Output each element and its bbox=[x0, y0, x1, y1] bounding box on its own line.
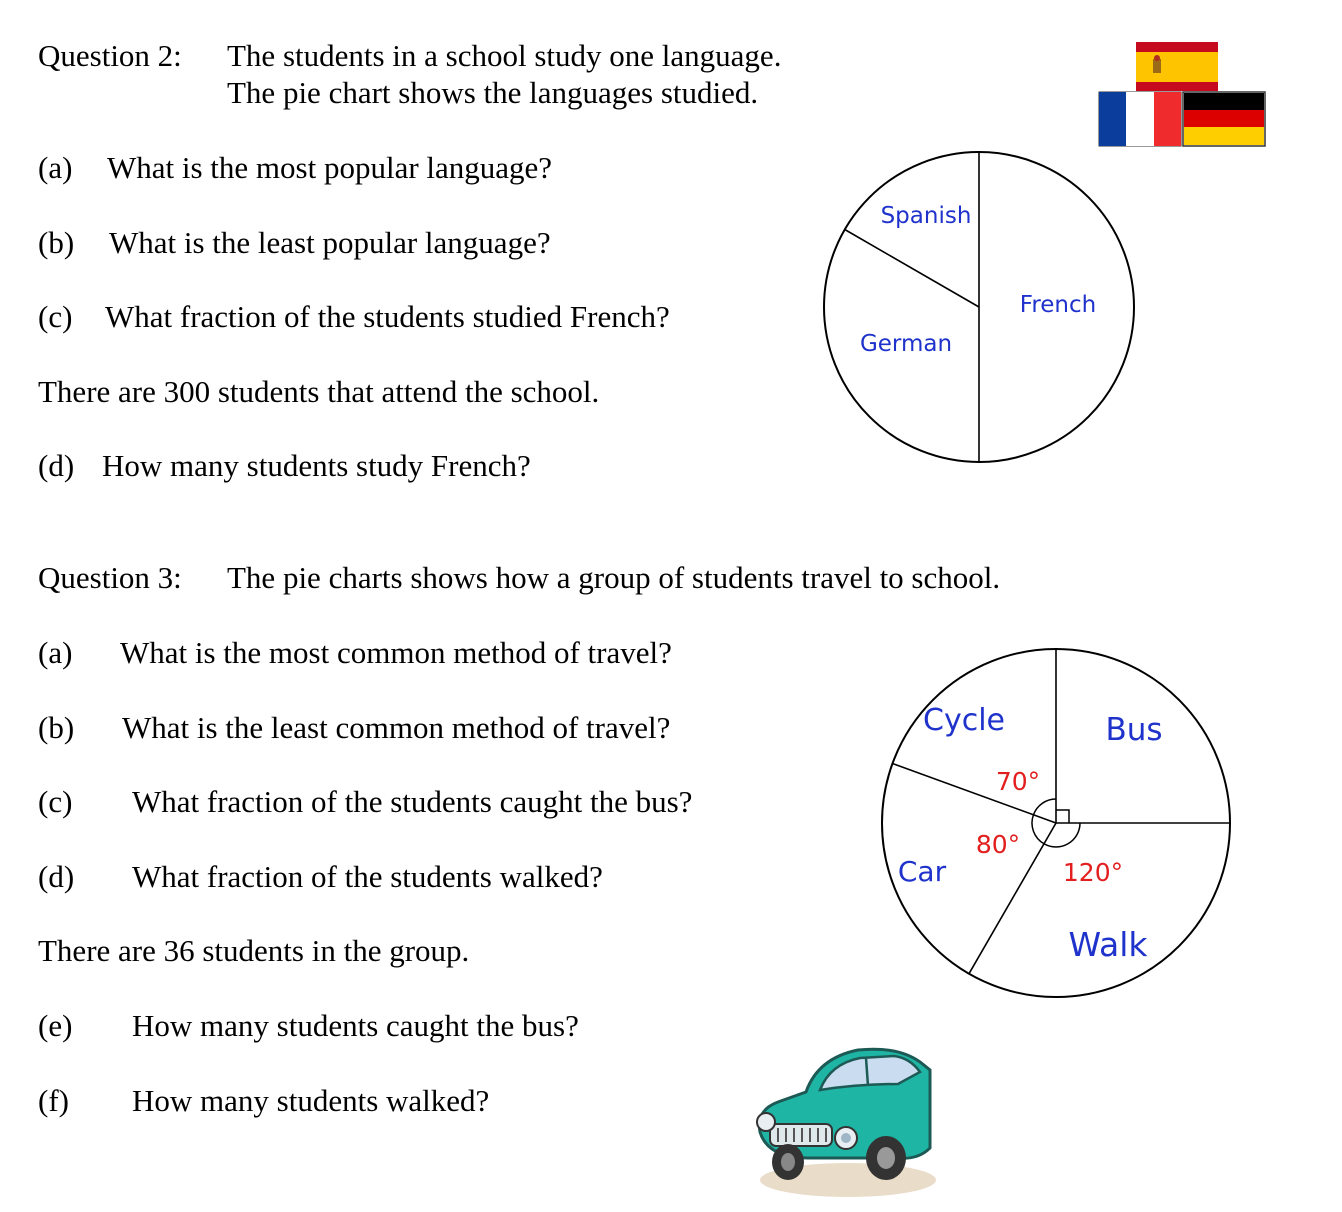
q2d-letter: (d) bbox=[38, 448, 75, 483]
q2-label: Question 2: bbox=[38, 38, 182, 73]
q3f-text: How many students walked? bbox=[132, 1083, 490, 1118]
q2b-letter: (b) bbox=[38, 225, 75, 260]
q3b-text: What is the least common method of travel? bbox=[122, 710, 671, 745]
angle-label-80: 80° bbox=[975, 830, 1021, 859]
q2d-text: How many students study French? bbox=[102, 448, 531, 483]
q3e-text: How many students caught the bus? bbox=[132, 1008, 579, 1043]
q3-info: There are 36 students in the group. bbox=[38, 933, 470, 968]
pie-label-german: German bbox=[859, 331, 953, 357]
q2-intro-line1: The students in a school study one language. bbox=[227, 38, 782, 73]
q3a-letter: (a) bbox=[38, 635, 73, 670]
angle-label-120: 120° bbox=[1062, 858, 1124, 887]
pie-label-walk: Walk bbox=[1068, 925, 1148, 964]
q3d-letter: (d) bbox=[38, 859, 75, 894]
car-illustration bbox=[748, 1040, 938, 1200]
pie-label-spanish: Spanish bbox=[880, 203, 972, 229]
q3c-letter: (c) bbox=[38, 784, 73, 819]
language-pie-chart bbox=[818, 146, 1143, 471]
q2c-letter: (c) bbox=[38, 299, 73, 334]
pie-label-bus: Bus bbox=[1105, 712, 1163, 748]
q2c-text: What fraction of the students studied French? bbox=[105, 299, 670, 334]
q2a-text: What is the most popular language? bbox=[107, 150, 553, 185]
angle-label-70: 70° bbox=[995, 767, 1041, 796]
q3c-text: What fraction of the students caught the bus? bbox=[132, 784, 693, 819]
france-flag bbox=[1099, 92, 1181, 146]
pie-label-car: Car bbox=[897, 855, 947, 888]
q2a-letter: (a) bbox=[38, 150, 73, 185]
pie-label-french: French bbox=[1019, 292, 1097, 318]
q2-intro-line2: The pie chart shows the languages studied. bbox=[227, 75, 759, 110]
q3d-text: What fraction of the students walked? bbox=[132, 859, 603, 894]
language-flags bbox=[1098, 42, 1268, 148]
spain-flag bbox=[1136, 42, 1218, 91]
q3-intro: The pie charts shows how a group of students travel to school. bbox=[227, 560, 1001, 595]
q2b-text: What is the least popular language? bbox=[109, 225, 551, 260]
q3f-letter: (f) bbox=[38, 1083, 69, 1118]
q3a-text: What is the most common method of travel? bbox=[120, 635, 672, 670]
travel-pie-chart bbox=[876, 643, 1238, 1005]
q3b-letter: (b) bbox=[38, 710, 75, 745]
q3e-letter: (e) bbox=[38, 1008, 73, 1043]
q2-info: There are 300 students that attend the school. bbox=[38, 374, 600, 409]
pie-label-cycle: Cycle bbox=[923, 703, 1005, 738]
germany-flag bbox=[1183, 92, 1265, 146]
q3-label: Question 3: bbox=[38, 560, 182, 595]
